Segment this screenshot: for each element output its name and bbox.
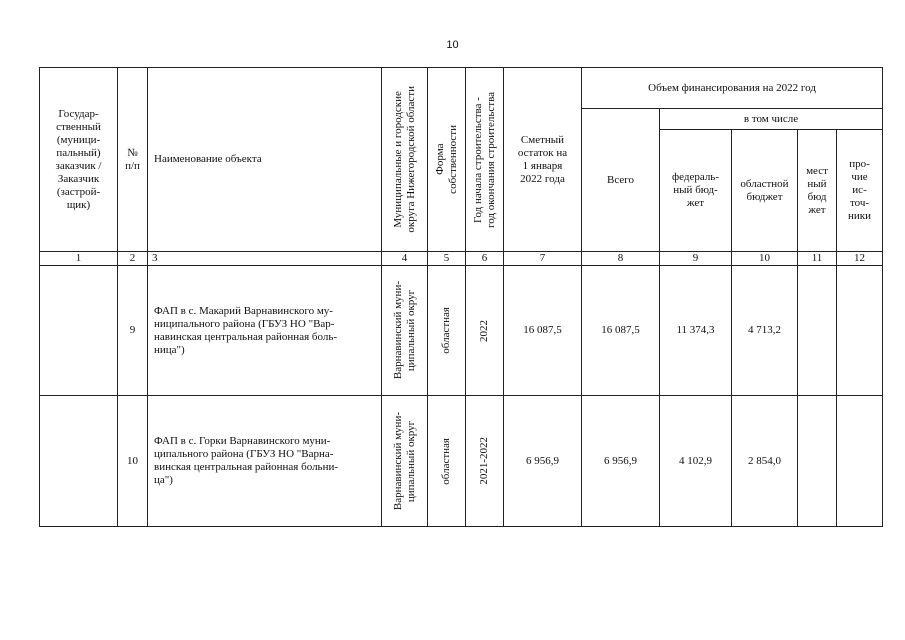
- header-federal-text: федераль- ный бюд- жет: [672, 171, 719, 209]
- column-number: 9: [660, 252, 732, 266]
- row-ownership-text: областная: [440, 307, 452, 354]
- row-years: [466, 266, 504, 396]
- header-total: [582, 109, 660, 252]
- header-other-text: про- чие ис- точ- ники: [848, 158, 872, 222]
- header-years: [466, 68, 504, 252]
- column-number: 11: [798, 252, 837, 266]
- header-regional-text: областной бюджет: [740, 177, 789, 203]
- row-name-text: ФАП в с. Горки Варнавинского муни- ципального района (ГБУЗ НО "Варна- винская центральная районная больни- ца"): [154, 435, 339, 486]
- header-customer-text: Государ- ственный (муници- пальный) заказчик / Заказчик (застрой- щик): [55, 107, 102, 211]
- header-local-text: мест ный бюд жет: [806, 164, 828, 216]
- header-num-text: № п/п: [125, 146, 140, 172]
- row-regional: 4 713,2: [732, 266, 798, 396]
- column-number: 7: [504, 252, 582, 266]
- column-number: 3: [148, 252, 382, 266]
- row-district: [382, 266, 428, 396]
- row-num: 10: [118, 396, 148, 527]
- header-total-text: Всего: [607, 173, 634, 186]
- row-years: [466, 396, 504, 527]
- header-district: [382, 68, 428, 252]
- header-object-name-text: Наименование объекта: [154, 153, 262, 165]
- header-object-name: [148, 68, 382, 252]
- row-other: [837, 396, 883, 527]
- row-remainder: 16 087,5: [504, 266, 582, 396]
- row-years-text: 2022: [478, 319, 490, 342]
- column-number: 6: [466, 252, 504, 266]
- header-ownership: [428, 68, 466, 252]
- row-customer: [40, 396, 118, 527]
- row-ownership-text: областная: [440, 437, 452, 485]
- row-remainder: 6 956,9: [504, 396, 582, 527]
- header-ownership-text: Форма собственности: [433, 125, 459, 194]
- header-district-text: Муниципальные и городские округа Нижегородской области: [391, 86, 417, 233]
- header-regional: [732, 130, 798, 252]
- row-name-text: ФАП в с. Макарий Варнавинского му- ниципального района (ГБУЗ НО "Вар- навинская центральная районная боль- ница"): [154, 304, 338, 356]
- column-numbers-row: [40, 252, 883, 266]
- row-total: 16 087,5: [582, 266, 660, 396]
- header-num: [118, 68, 148, 252]
- column-number: 8: [582, 252, 660, 266]
- header-financing: [582, 68, 883, 109]
- column-number: 1: [40, 252, 118, 266]
- row-num: 9: [118, 266, 148, 396]
- row-name: [148, 396, 382, 527]
- header-including: [660, 109, 883, 130]
- header-local: [798, 130, 837, 252]
- row-regional: 2 854,0: [732, 396, 798, 527]
- row-federal: 4 102,9: [660, 396, 732, 527]
- column-number: 2: [118, 252, 148, 266]
- row-years-text: 2021-2022: [478, 437, 490, 485]
- row-district: [382, 396, 428, 527]
- header-including-text: в том числе: [743, 112, 799, 125]
- header-customer: [40, 68, 118, 252]
- row-other: [837, 266, 883, 396]
- header-remainder-text: Сметный остаток на 1 января 2022 года: [517, 133, 568, 185]
- header-financing-text: Объем финансирования на 2022 год: [648, 81, 816, 94]
- header-years-text: Год начала строительства - год окончания строительства: [471, 91, 497, 228]
- column-number: 5: [428, 252, 466, 266]
- row-district-text: Варнавинский муни- ципальный округ: [391, 281, 417, 380]
- column-number: 4: [382, 252, 428, 266]
- header-other: [837, 130, 883, 252]
- row-local: [798, 266, 837, 396]
- row-total: 6 956,9: [582, 396, 660, 527]
- row-name: [148, 266, 382, 396]
- row-ownership: [428, 266, 466, 396]
- header-federal: [660, 130, 732, 252]
- table-row: [40, 266, 883, 396]
- page-number: 10: [446, 39, 459, 51]
- row-customer: [40, 266, 118, 396]
- column-number: 12: [837, 252, 883, 266]
- financing-table: [39, 67, 883, 527]
- row-ownership: [428, 396, 466, 527]
- row-local: [798, 396, 837, 527]
- row-federal: 11 374,3: [660, 266, 732, 396]
- header-remainder: [504, 68, 582, 252]
- column-number: 10: [732, 252, 798, 266]
- row-district-text: Варнавинский муни- ципальный округ: [391, 411, 417, 511]
- table-row: [40, 396, 883, 527]
